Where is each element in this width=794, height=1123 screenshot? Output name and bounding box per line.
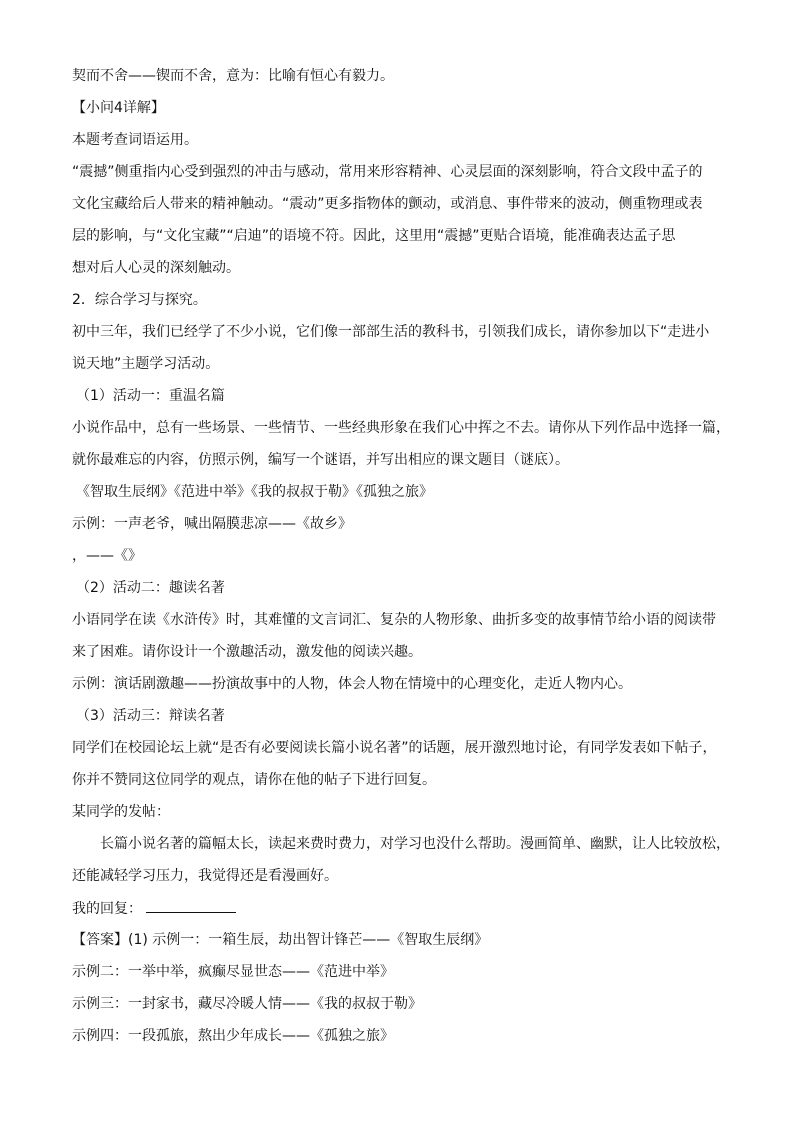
text-line: “震撼”侧重指内心受到强烈的冲击与感动，常用来形容精神、心灵层面的深刻影响，符合文段中孟子的 [72, 164, 703, 180]
answer-line: 示例三：一封家书，藏尽冷暖人情——《我的叔叔于勒》 [72, 996, 422, 1012]
post-text: 长篇小说名著的篇幅太长，读起来费时费力，对学习也没什么帮助。漫画简单、幽默，让人比较放松， [100, 836, 730, 852]
example-line: 示例：演话剧激趣——扮演故事中的人物，体会人物在情境中的心理变化，走近人物内心。 [72, 676, 632, 692]
reply-line [72, 898, 236, 919]
post-text: 还能减轻学习压力，我觉得还是看漫画好。 [72, 868, 338, 884]
answer-template: ，——《》 [72, 548, 142, 564]
text-line: 小说作品中，总有一些场景、一些情节、一些经典形象在我们心中挥之不去。请你从下列作品中选择一篇， [72, 420, 730, 436]
text-line: 小语同学在读《水浒传》时，其难懂的文言词汇、复杂的人物形象、曲折多变的故事情节给小语的阅读带 [72, 612, 716, 628]
text-line: 同学们在校园论坛上就“是否有必要阅读长篇小说名著”的话题，展开激烈地讨论，有同学发表如下帖子， [72, 740, 717, 756]
text-line: 本题考查词语运用。 [72, 132, 198, 148]
activity-heading: （1）活动一：重温名篇 [76, 388, 225, 404]
activity-heading: （3）活动三：辩读名著 [76, 708, 225, 724]
example-line: 示例：一声老爷，喊出隔膜悲凉——《故乡》 [72, 516, 352, 532]
answer-line: 示例二：一举中举，疯癫尽显世态——《范进中举》 [72, 964, 394, 980]
activity-heading: （2）活动二：趣读名著 [76, 580, 225, 596]
text-line: 契而不舍——锲而不舍，意为：比喻有恒心有毅力。 [72, 68, 394, 84]
work-list: 《智取生辰纲》《范进中举》《我的叔叔于勒》《孤独之旅》 [76, 484, 433, 500]
answer-line: 【答案】(1) 示例一：一箱生辰，劫出智计锋芒——《智取生辰纲》 [72, 932, 489, 948]
text-line: 初中三年，我们已经学了不少小说，它们像一部部生活的教科书，引领我们成长，请你参加以下“走进小 [72, 324, 710, 340]
reply-label: 我的回复： [72, 901, 142, 917]
text-line: 想对后人心灵的深刻触动。 [72, 260, 240, 276]
answer-line: 示例四：一段孤旅，熬出少年成长——《孤独之旅》 [72, 1028, 394, 1044]
reply-blank [146, 898, 236, 913]
text-line: 某同学的发帖： [72, 804, 170, 820]
question-heading: 2．综合学习与探究。 [72, 292, 207, 308]
section-heading: 【小问4详解】 [72, 100, 165, 116]
text-line: 层的影响，与“文化宝藏”“启迪”的语境不符。因此，这里用“震撼”更贴合语境，能准确表达孟子思 [72, 228, 676, 244]
text-line: 来了困难。请你设计一个激趣活动，激发他的阅读兴趣。 [72, 644, 422, 660]
text-line: 文化宝藏给后人带来的精神触动。“震动”更多指物体的颤动，或消息、事件带来的波动，侧重物理或表 [72, 196, 703, 212]
text-line: 你并不赞同这位同学的观点，请你在他的帖子下进行回复。 [72, 772, 436, 788]
text-line: 就你最难忘的内容，仿照示例，编写一个谜语，并写出相应的课文题目（谜底）。 [72, 452, 569, 468]
text-line: 说天地”主题学习活动。 [72, 356, 220, 372]
